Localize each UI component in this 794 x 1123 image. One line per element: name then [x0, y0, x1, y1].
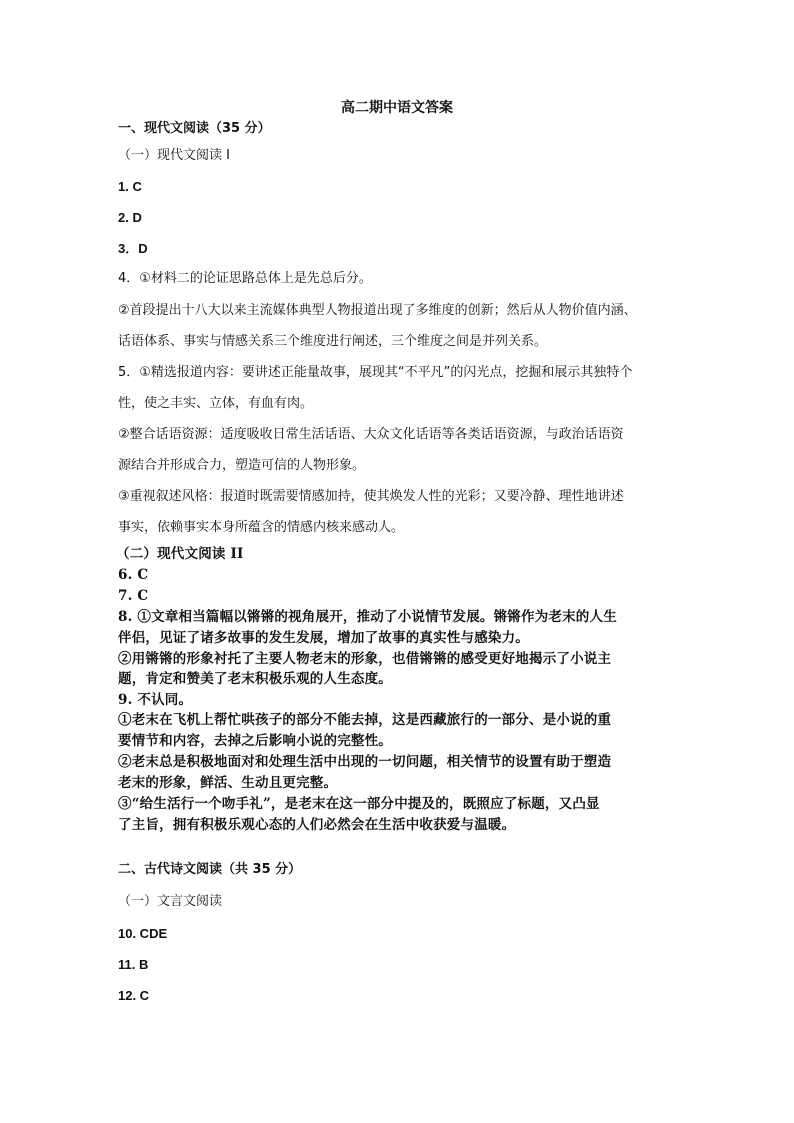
answer-9-line-3: 要情节和内容，去掉之后影响小说的完整性。 — [118, 733, 392, 749]
answer-8-line-3: ②用锵锵的形象衬托了主要人物老末的形象，也借锵锵的感受更好地揭示了小说主 — [118, 651, 612, 667]
subsection-heading-3: （一）文言文阅读 — [118, 894, 223, 909]
answer-10: 10. CDE — [118, 926, 168, 941]
answer-5-line-2: 性，使之丰实、立体，有血有肉。 — [118, 396, 314, 411]
answer-5-line-3: ②整合话语资源：适度吸收日常生活话语、大众文化话语等各类话语资源，与政治话语资 — [118, 427, 624, 442]
answer-4-line-3: 话语体系、事实与情感关系三个维度进行阐述，三个维度之间是并列关系。 — [118, 334, 548, 349]
answer-5-line-5: ③重视叙述风格：报道时既需要情感加持，使其焕发人性的光彩；又要冷静、理性地讲述 — [118, 489, 624, 504]
answer-7: 7. C — [118, 588, 149, 604]
answer-3: 3．D — [118, 241, 148, 256]
section-heading-2: 二、古代诗文阅读（共 35 分） — [118, 862, 302, 877]
answer-9-line-6: ③“给生活行一个吻手礼”，是老末在这一部分中提及的，既照应了标题，又凸显 — [118, 796, 600, 812]
answer-9-line-2: ①老末在飞机上帮忙哄孩子的部分不能去掉，这是西藏旅行的一部分、是小说的重 — [118, 712, 612, 728]
section-heading-1: 一、现代文阅读（35 分） — [118, 121, 271, 136]
subsection-heading-1: （一）现代文阅读 I — [118, 148, 230, 163]
answer-9-line-1: 9. 不认同。 — [118, 692, 193, 708]
subsection-heading-2: （二）现代文阅读 II — [116, 546, 244, 562]
answer-5-line-6: 事实，依赖事实本身所蕴含的情感内核来感动人。 — [118, 520, 405, 535]
answer-12: 12. C — [118, 988, 150, 1003]
answer-8-line-2: 伴侣，见证了诸多故事的发生发展，增加了故事的真实性与感染力。 — [118, 630, 529, 646]
answer-9-line-7: 了主旨，拥有积极乐观心态的人们必然会在生活中收获爱与温暖。 — [118, 817, 516, 833]
answer-11: 11. B — [118, 957, 149, 972]
answer-9-line-5: 老末的形象，鲜活、生动且更完整。 — [118, 775, 338, 791]
answer-4-line-2: ②首段提出十八大以来主流媒体典型人物报道出现了多维度的创新；然后从人物价值内涵、 — [118, 303, 637, 318]
page-title: 高二期中语文答案 — [341, 100, 453, 116]
answer-6: 6. C — [118, 567, 149, 583]
answer-5-line-1: 5．①精选报道内容：要讲述正能量故事，展现其“不平凡”的闪光点，挖掘和展示其独特个 — [118, 365, 633, 380]
answer-9-line-4: ②老末总是积极地面对和处理生活中出现的一切问题，相关情节的设置有助于塑造 — [118, 754, 612, 770]
answer-4-line-1: 4．①材料二的论证思路总体上是先总后分。 — [118, 271, 372, 286]
answer-5-line-4: 源结合并形成合力，塑造可信的人物形象。 — [118, 458, 366, 473]
answer-2: 2. D — [118, 210, 142, 225]
answer-8-line-1: 8. ①文章相当篇幅以锵锵的视角展开，推动了小说情节发展。锵锵作为老末的人生 — [118, 609, 617, 625]
answer-8-line-4: 题，肯定和赞美了老末积极乐观的人生态度。 — [118, 671, 392, 687]
answer-1: 1. C — [118, 179, 142, 194]
